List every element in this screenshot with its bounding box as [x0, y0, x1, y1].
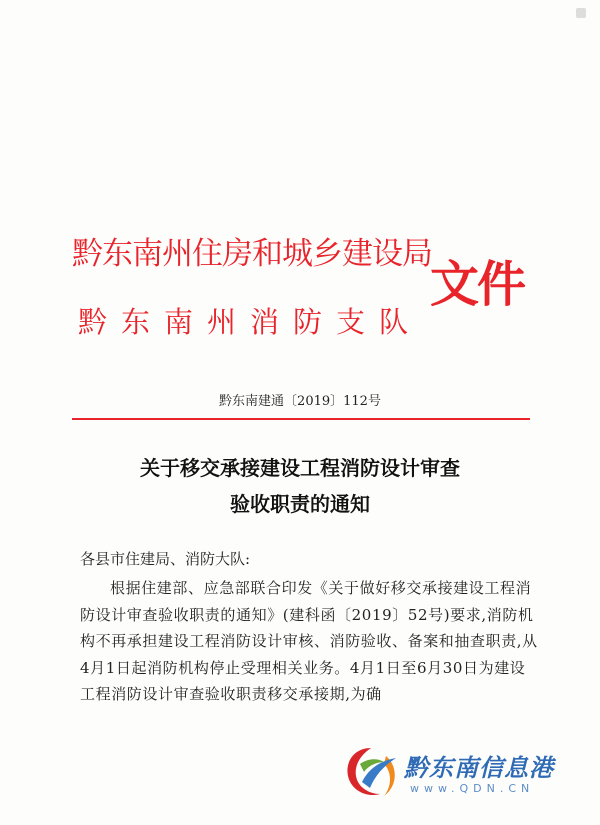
salutation: 各县市住建局、消防大队: [80, 550, 251, 568]
scan-mark [576, 8, 586, 18]
qdn-swirl-logo-icon [340, 742, 402, 804]
watermark-site-name: 黔东南信息港 [404, 754, 554, 782]
document-number: 黔东南建通〔2019〕112号 [219, 394, 381, 409]
red-separator-line [72, 418, 530, 420]
watermark-url: www.QDN.CN [410, 782, 535, 795]
body-paragraph: 根据住建部、应急部联合印发《关于做好移交承接建设工程消防设计审查验收职责的通知》(建科函〔2019〕52号)要求,消防机构不再承担建设工程消防设计审核、消防验收、备案和抽查职责,从4月1日起消防机构停止受理相关业务。4月1日至6月30日为建设工程消防设计审查验收职责移交承接期,为确 [80, 579, 538, 703]
issuer-line-2: 黔东南州消防支队 [78, 305, 423, 339]
document-title-line-2: 验收职责的通知 [230, 492, 370, 516]
site-watermark [340, 742, 570, 806]
issuer-line-1: 黔东南州住房和城乡建设局 [72, 236, 432, 272]
document-title-line-1: 关于移交承接建设工程消防设计审查 [140, 456, 460, 480]
document-word: 文件 [430, 256, 525, 313]
